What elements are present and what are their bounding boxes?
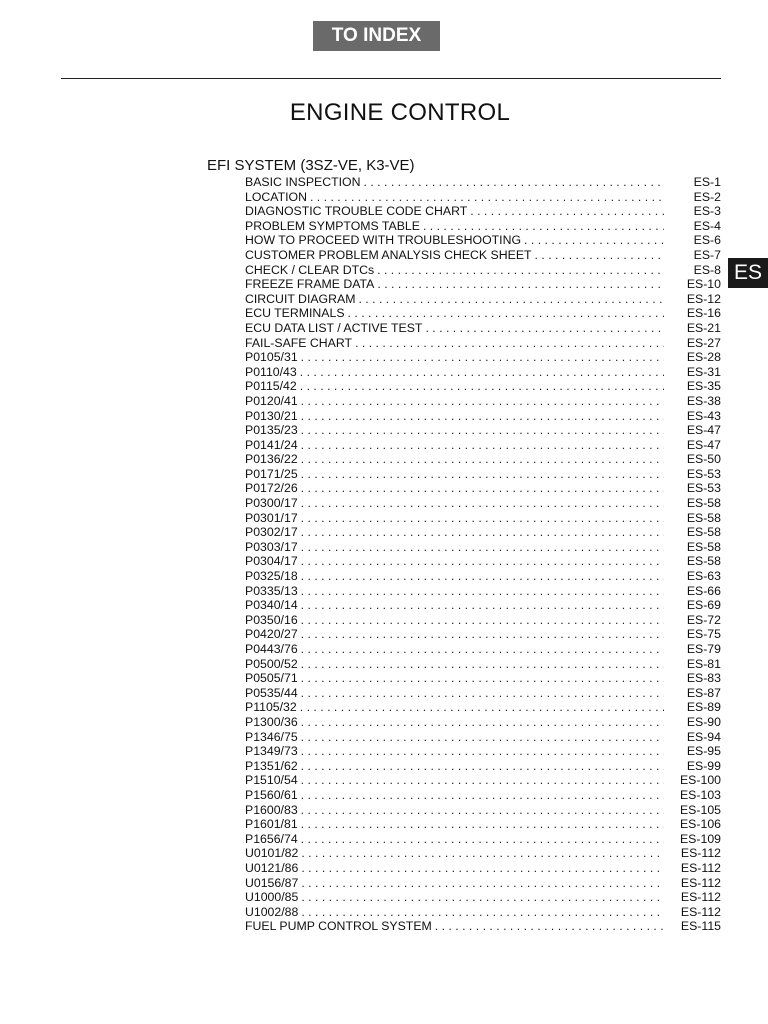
toc-entry-page: ES-58 [686, 496, 721, 511]
toc-entry-page: ES-7 [693, 247, 721, 262]
toc-entry[interactable] [245, 613, 721, 628]
toc-entry-title: P1105/32 [245, 700, 297, 715]
toc-entry[interactable] [245, 846, 721, 861]
toc-entry-title: P0302/17 [245, 525, 298, 540]
toc-entry-page: ES-81 [686, 656, 721, 671]
toc-entry-title: P0350/16 [245, 612, 298, 627]
toc-entry[interactable] [245, 905, 721, 920]
toc-entry-page: ES-109 [679, 831, 721, 846]
dot-leader [301, 394, 664, 409]
toc-entry[interactable] [245, 394, 721, 409]
dot-leader [301, 788, 664, 803]
toc-entry-page: ES-112 [680, 904, 721, 919]
toc-entry-title: P0500/52 [245, 656, 298, 671]
toc-entry-page: ES-100 [679, 773, 721, 788]
toc-entry-page: ES-106 [679, 817, 721, 832]
toc-entry-title: P0300/17 [245, 496, 298, 511]
toc-entry[interactable] [245, 481, 721, 496]
toc-entry[interactable] [245, 803, 721, 818]
toc-entry-title: FREEZE FRAME DATA [245, 277, 375, 292]
toc-entry-title: P1300/36 [245, 714, 298, 729]
toc-entry[interactable] [245, 379, 721, 394]
toc-entry-title: U0156/87 [245, 875, 299, 890]
dot-leader [301, 686, 664, 701]
dot-leader [348, 306, 664, 321]
toc-entry-page: ES-4 [693, 218, 721, 233]
toc-entry[interactable] [245, 700, 721, 715]
page-title: ENGINE CONTROL [289, 99, 511, 126]
dot-leader [524, 233, 664, 248]
dot-leader [300, 379, 664, 394]
toc-entry-page: ES-6 [693, 233, 721, 248]
toc-entry-title: P0335/13 [245, 583, 298, 598]
toc-entry-title: U1000/85 [245, 890, 299, 905]
toc-entry-title: P0325/18 [245, 569, 298, 584]
toc-entry-page: ES-58 [686, 554, 721, 569]
toc-entry-title: P0171/25 [245, 466, 298, 481]
toc-entry-page: ES-89 [686, 700, 721, 715]
section-title: EFI SYSTEM (3SZ-VE, K3-VE) [207, 157, 415, 174]
toc-entry-title: P0340/14 [245, 598, 298, 613]
toc-entry-page: ES-75 [686, 627, 721, 642]
toc-entry-page: ES-63 [686, 569, 721, 584]
toc-entry[interactable] [245, 233, 721, 248]
toc-entry[interactable] [245, 306, 721, 321]
dot-leader [301, 832, 664, 847]
dot-leader [358, 292, 664, 307]
toc-entry[interactable] [245, 423, 721, 438]
dot-leader [301, 730, 664, 745]
toc-entry-page: ES-31 [686, 364, 721, 379]
header-divider [61, 78, 721, 79]
toc-entry-page: ES-10 [686, 277, 721, 292]
dot-leader [301, 598, 664, 613]
toc-entry-title: P0136/22 [245, 452, 298, 467]
dot-leader [301, 773, 664, 788]
dot-leader [363, 175, 664, 190]
dot-leader [425, 321, 664, 336]
toc-entry-page: ES-8 [693, 262, 721, 277]
toc-entry-page: ES-99 [686, 758, 721, 773]
toc-entry[interactable] [245, 876, 721, 891]
toc-entry-title: P0172/26 [245, 481, 298, 496]
toc-entry-title: P0130/21 [245, 408, 298, 423]
dot-leader [301, 540, 664, 555]
section-side-tab: ES [728, 258, 768, 288]
dot-leader [301, 525, 664, 540]
toc-entry-title: U0101/82 [245, 846, 299, 861]
toc-entry[interactable] [245, 671, 721, 686]
toc-entry[interactable] [245, 248, 721, 263]
toc-entry-page: ES-115 [680, 919, 721, 934]
toc-entry[interactable] [245, 657, 721, 672]
toc-entry-title: FUEL PUMP CONTROL SYSTEM [245, 919, 432, 934]
toc-entry-page: ES-112 [680, 846, 721, 861]
toc-entry-title: P1560/61 [245, 787, 298, 802]
toc-entry[interactable] [245, 277, 721, 292]
dot-leader [301, 452, 664, 467]
toc-entry-page: ES-35 [686, 379, 721, 394]
toc-entry-page: ES-1 [693, 175, 721, 189]
toc-entry-title: P0505/71 [245, 671, 298, 686]
toc-entry-page: ES-58 [686, 539, 721, 554]
toc-entry-page: ES-66 [686, 583, 721, 598]
toc-entry-title: U1002/88 [245, 904, 299, 919]
toc-entry[interactable] [245, 919, 721, 934]
toc-entry-title: P0110/43 [245, 364, 297, 379]
toc-entry-title: LOCATION [245, 189, 307, 204]
dot-leader [301, 613, 664, 628]
toc-entry[interactable] [245, 409, 721, 424]
toc-entry-title: P0535/44 [245, 685, 298, 700]
toc-entry-page: ES-47 [686, 437, 721, 452]
dot-leader [301, 496, 664, 511]
toc-entry-page: ES-53 [686, 466, 721, 481]
dot-leader [301, 467, 664, 482]
toc-entry-page: ES-58 [686, 525, 721, 540]
toc-entry[interactable] [245, 365, 721, 380]
toc-entry-page: ES-112 [680, 890, 721, 905]
toc-entry-title: P0443/76 [245, 642, 298, 656]
toc-entry-title: P0303/17 [245, 539, 298, 554]
toc-entry-page: ES-16 [686, 306, 721, 321]
toc-entry-page: ES-2 [693, 189, 721, 204]
toc-entry-page: ES-112 [680, 875, 721, 890]
dot-leader [300, 365, 664, 380]
toc-entry-page: ES-58 [686, 510, 721, 525]
toc-entry[interactable] [245, 759, 721, 774]
toc-entry-title: P1601/81 [245, 817, 298, 832]
toc-entry[interactable] [245, 219, 721, 234]
dot-leader [301, 409, 664, 424]
toc-entry[interactable] [245, 730, 721, 745]
dot-leader [377, 277, 664, 292]
table-of-contents [245, 175, 721, 934]
toc-entry[interactable] [245, 890, 721, 905]
dot-leader [301, 481, 664, 496]
toc-entry-title: ECU TERMINALS [245, 306, 345, 321]
toc-entry-title: HOW TO PROCEED WITH TROUBLESHOOTING [245, 233, 522, 248]
toc-entry[interactable] [245, 788, 721, 803]
dot-leader [301, 759, 664, 774]
toc-entry[interactable] [245, 452, 721, 467]
toc-entry-page: ES-47 [686, 423, 721, 438]
toc-entry-title: BASIC INSPECTION [245, 175, 361, 189]
toc-entry[interactable] [245, 773, 721, 788]
toc-entry[interactable] [245, 715, 721, 730]
toc-entry-title: P1656/74 [245, 831, 298, 846]
toc-entry[interactable] [245, 817, 721, 832]
dot-leader [435, 919, 664, 934]
toc-entry-title: ECU DATA LIST / ACTIVE TEST [245, 320, 423, 335]
toc-entry-title: P1346/75 [245, 729, 298, 744]
dot-leader [301, 744, 664, 759]
toc-entry[interactable] [245, 438, 721, 453]
dot-leader [535, 248, 664, 263]
toc-entry-title: P0115/42 [245, 379, 297, 394]
dot-leader [301, 657, 664, 672]
toc-entry-title: P1510/54 [245, 773, 298, 788]
toc-entry[interactable] [245, 321, 721, 336]
toc-entry-page: ES-103 [679, 787, 721, 802]
toc-entry[interactable] [245, 175, 721, 190]
toc-entry[interactable] [245, 525, 721, 540]
toc-entry-page: ES-27 [686, 335, 721, 350]
toc-entry-title: CHECK / CLEAR DTCs [245, 262, 375, 277]
toc-entry-title: CIRCUIT DIAGRAM [245, 291, 356, 306]
toc-entry[interactable] [245, 642, 721, 657]
dot-leader [301, 350, 664, 365]
dot-leader [301, 715, 664, 730]
toc-entry[interactable] [245, 336, 721, 351]
dot-leader [301, 890, 664, 905]
toc-entry-page: ES-105 [679, 802, 721, 817]
dot-leader [301, 423, 664, 438]
dot-leader [377, 263, 664, 278]
toc-entry[interactable] [245, 511, 721, 526]
toc-entry[interactable] [245, 627, 721, 642]
toc-entry-page: ES-79 [686, 642, 721, 656]
toc-entry[interactable] [245, 292, 721, 307]
toc-entry[interactable] [245, 496, 721, 511]
toc-entry-title: U0121/86 [245, 860, 299, 875]
to-index-button[interactable]: TO INDEX [313, 21, 440, 51]
toc-entry-title: DIAGNOSTIC TROUBLE CODE CHART [245, 204, 468, 219]
toc-entry-title: P0135/23 [245, 423, 298, 438]
toc-entry[interactable] [245, 554, 721, 569]
dot-leader [301, 803, 664, 818]
dot-leader [301, 584, 664, 599]
toc-entry-page: ES-12 [686, 291, 721, 306]
toc-entry[interactable] [245, 569, 721, 584]
toc-entry-page: ES-83 [686, 671, 721, 686]
toc-entry[interactable] [245, 584, 721, 599]
toc-entry-page: ES-38 [686, 393, 721, 408]
toc-entry[interactable] [245, 686, 721, 701]
dot-leader [310, 190, 664, 205]
toc-entry-title: FAIL-SAFE CHART [245, 335, 353, 350]
dot-leader [355, 336, 664, 351]
dot-leader [301, 846, 664, 861]
dot-leader [301, 627, 664, 642]
toc-entry-title: P0420/27 [245, 627, 298, 642]
toc-entry[interactable] [245, 832, 721, 847]
toc-entry-page: ES-94 [686, 729, 721, 744]
dot-leader [301, 671, 664, 686]
toc-entry[interactable] [245, 861, 721, 876]
toc-entry[interactable] [245, 744, 721, 759]
dot-leader [301, 876, 664, 891]
toc-entry-page: ES-53 [686, 481, 721, 496]
toc-entry-title: P1351/62 [245, 758, 298, 773]
toc-entry-title: P0301/17 [245, 510, 298, 525]
toc-entry[interactable] [245, 598, 721, 613]
toc-entry-title: PROBLEM SYMPTOMS TABLE [245, 218, 420, 233]
toc-entry-page: ES-95 [686, 744, 721, 759]
toc-entry-title: P0105/31 [245, 350, 298, 365]
dot-leader [301, 861, 664, 876]
toc-entry-page: ES-3 [693, 204, 721, 219]
toc-entry[interactable] [245, 540, 721, 555]
dot-leader [423, 219, 664, 234]
toc-entry[interactable] [245, 350, 721, 365]
toc-entry-page: ES-87 [686, 685, 721, 700]
toc-entry-page: ES-69 [686, 598, 721, 613]
toc-entry-title: P0304/17 [245, 554, 298, 569]
toc-entry[interactable] [245, 190, 721, 205]
toc-entry-page: ES-28 [686, 350, 721, 365]
toc-entry-page: ES-50 [686, 452, 721, 467]
dot-leader [301, 554, 664, 569]
dot-leader [470, 204, 664, 219]
toc-entry-page: ES-112 [680, 860, 721, 875]
toc-entry-page: ES-21 [686, 320, 721, 335]
toc-entry-title: P0141/24 [245, 437, 298, 452]
dot-leader [301, 817, 664, 832]
dot-leader [301, 569, 664, 584]
dot-leader [301, 642, 664, 657]
toc-entry-title: P1349/73 [245, 744, 298, 759]
toc-entry[interactable] [245, 467, 721, 482]
toc-entry[interactable] [245, 204, 721, 219]
toc-entry-title: CUSTOMER PROBLEM ANALYSIS CHECK SHEET [245, 247, 532, 262]
toc-entry-title: P1600/83 [245, 802, 298, 817]
dot-leader [301, 905, 664, 920]
dot-leader [301, 511, 664, 526]
dot-leader [301, 438, 664, 453]
dot-leader [300, 700, 664, 715]
toc-entry-page: ES-90 [686, 714, 721, 729]
toc-entry[interactable] [245, 263, 721, 278]
toc-entry-title: P0120/41 [245, 393, 298, 408]
toc-entry-page: ES-72 [686, 612, 721, 627]
toc-entry-page: ES-43 [686, 408, 721, 423]
